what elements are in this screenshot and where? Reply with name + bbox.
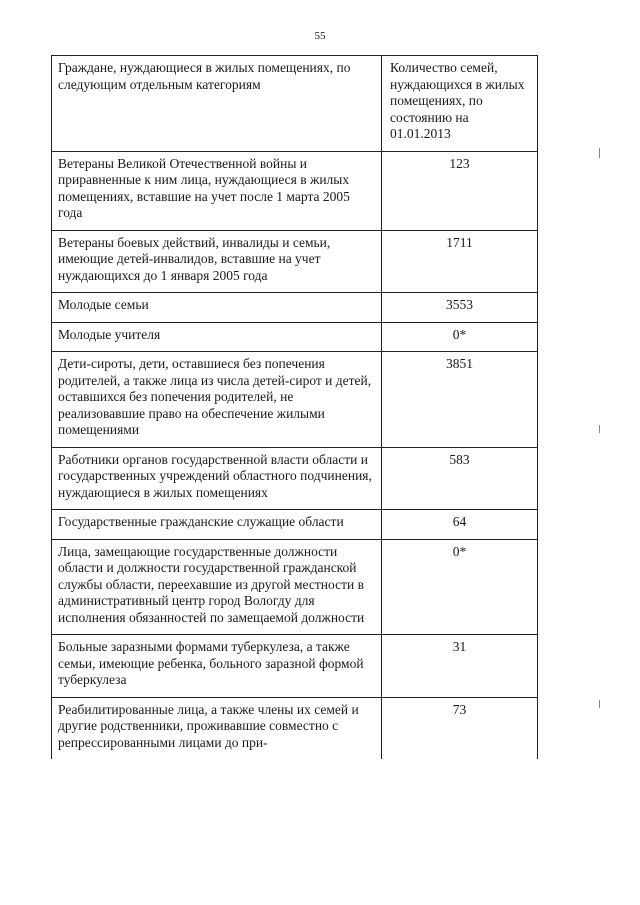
row-count-cell: 3851	[382, 352, 538, 448]
row-count-cell: 583	[382, 447, 538, 510]
row-category-cell: Молодые учителя	[52, 322, 382, 352]
table-row	[52, 230, 538, 293]
scan-edge-mark	[599, 700, 600, 708]
row-category-cell: Молодые семьи	[52, 293, 382, 323]
row-category-cell: Ветераны боевых действий, инвалиды и семьи, имеющие детей-инвалидов, вставшие на учет нуждающихся до 1 января 2005 года	[52, 230, 382, 293]
table-row	[52, 635, 538, 698]
row-category-cell: Реабилитированные лица, а также члены их семей и другие родственники, проживавшие совместно с репрессированными лицами до при-	[52, 697, 382, 759]
table-row	[52, 322, 538, 352]
header-category-cell: Граждане, нуждающиеся в жилых помещениях, по следующим отдельным категориям	[52, 56, 382, 152]
row-category-cell: Дети-сироты, дети, оставшиеся без попечения родителей, а также лица из числа детей-сирот и детей, оставшихся без попечения родителей, не реализовавшие право на обеспечение жилыми помещениями	[52, 352, 382, 448]
table-row	[52, 352, 538, 448]
housing-needs-table	[51, 55, 538, 759]
table-row	[52, 697, 538, 759]
row-category-cell: Работники органов государственной власти области и государственных учреждений областного подчинения, нуждающиеся в жилых помещениях	[52, 447, 382, 510]
scan-edge-mark	[599, 148, 600, 158]
scan-edge-mark	[599, 425, 600, 433]
table-row	[52, 293, 538, 323]
row-count-cell: 73	[382, 697, 538, 759]
row-count-cell: 31	[382, 635, 538, 698]
row-category-cell: Государственные гражданские служащие области	[52, 510, 382, 540]
table-row	[52, 539, 538, 635]
table-header-row	[52, 56, 538, 152]
row-count-cell: 64	[382, 510, 538, 540]
table-row	[52, 151, 538, 230]
header-count-cell: Количество семей, нуждающихся в жилых помещениях, по состоянию на 01.01.2013	[382, 56, 538, 152]
row-count-cell: 0*	[382, 322, 538, 352]
row-category-cell: Лица, замещающие государственные должности области и должности государственной гражданской службы области, переехавшие из другой местности в административный центр город Вологду для исполнения обязанностей по замещаемой должности	[52, 539, 382, 635]
row-count-cell: 1711	[382, 230, 538, 293]
table-row	[52, 447, 538, 510]
row-category-cell: Ветераны Великой Отечественной войны и приравненные к ним лица, нуждающиеся в жилых помещениях, вставшие на учет после 1 марта 2005 года	[52, 151, 382, 230]
row-category-cell: Больные заразными формами туберкулеза, а также семьи, имеющие ребенка, больного заразной формой туберкулеза	[52, 635, 382, 698]
row-count-cell: 0*	[382, 539, 538, 635]
table-row	[52, 510, 538, 540]
row-count-cell: 123	[382, 151, 538, 230]
row-count-cell: 3553	[382, 293, 538, 323]
page-number: 55	[314, 30, 326, 42]
